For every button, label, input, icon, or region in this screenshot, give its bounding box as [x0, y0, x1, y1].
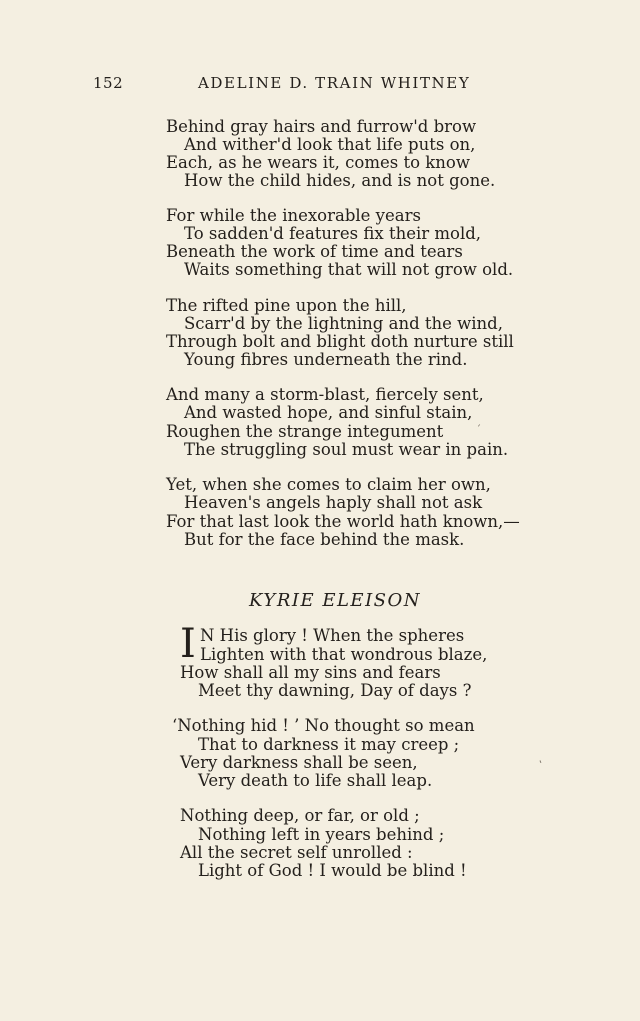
poem-line: And wasted hope, and sinful stain, [184, 403, 473, 422]
poem-line: And wither'd look that life puts on, [184, 135, 476, 154]
poem-line: Each, as he wears it, comes to know [166, 153, 470, 172]
poem-line: Yet, when she comes to claim her own, [166, 475, 491, 494]
running-head: ADELINE D. TRAIN WHITNEY [198, 74, 471, 92]
poem-line: To sadden'd features fix their mold, [184, 224, 482, 243]
poem-line: Beneath the work of time and tears [166, 242, 463, 261]
poem-line: The rifted pine upon the hill, [166, 296, 407, 315]
poem-line: The struggling soul must wear in pain. [184, 440, 509, 459]
poem-line: Through bolt and blight doth nurture still [166, 332, 514, 351]
poem-line: Meet thy dawning, Day of days ? [198, 681, 472, 700]
poem-line: Young fibres underneath the rind. [184, 350, 468, 369]
poem-line: How the child hides, and is not gone. [184, 171, 496, 190]
poem-line: N His glory ! When the spheres [200, 626, 465, 645]
poem-line: Very darkness shall be seen, [180, 753, 418, 772]
poem-line: Light of God ! I would be blind ! [198, 861, 467, 880]
poem-line: ‘Nothing hid ! ’ No thought so mean [172, 716, 475, 735]
poem-line: Nothing deep, or far, or old ; [180, 806, 420, 825]
poem-title-text: KYRIE ELEISON [248, 590, 422, 611]
poem-line: For that last look the world hath known,— [166, 512, 520, 531]
poem-line: Behind gray hairs and furrow'd brow [166, 117, 477, 136]
poem-line: Nothing left in years behind ; [198, 825, 445, 844]
poem-line: Heaven's angels haply shall not ask [184, 493, 483, 512]
poem-line: Scarr'd by the lightning and the wind, [184, 314, 503, 333]
poem-line: All the secret self unrolled : [180, 843, 413, 862]
ink-mark: ‛ [539, 760, 543, 771]
poem-line: Waits something that will not grow old. [184, 260, 514, 279]
poem-line: And many a storm-blast, fiercely sent, [166, 385, 484, 404]
poem-line: Roughen the strange integument [166, 422, 444, 441]
poem-line: But for the face behind the mask. [184, 530, 465, 549]
poem-line: Very death to life shall leap. [198, 771, 433, 790]
page-header [0, 74, 640, 96]
poem-title [0, 590, 640, 611]
ink-mark: ´ [476, 425, 481, 436]
page-number: 152 [93, 74, 124, 92]
poem-line: Lighten with that wondrous blaze, [200, 645, 488, 664]
drop-cap: I [180, 621, 196, 667]
poem-line: That to darkness it may creep ; [198, 735, 460, 754]
poem-line: For while the inexorable years [166, 206, 421, 225]
poem-line: How shall all my sins and fears [180, 663, 441, 682]
